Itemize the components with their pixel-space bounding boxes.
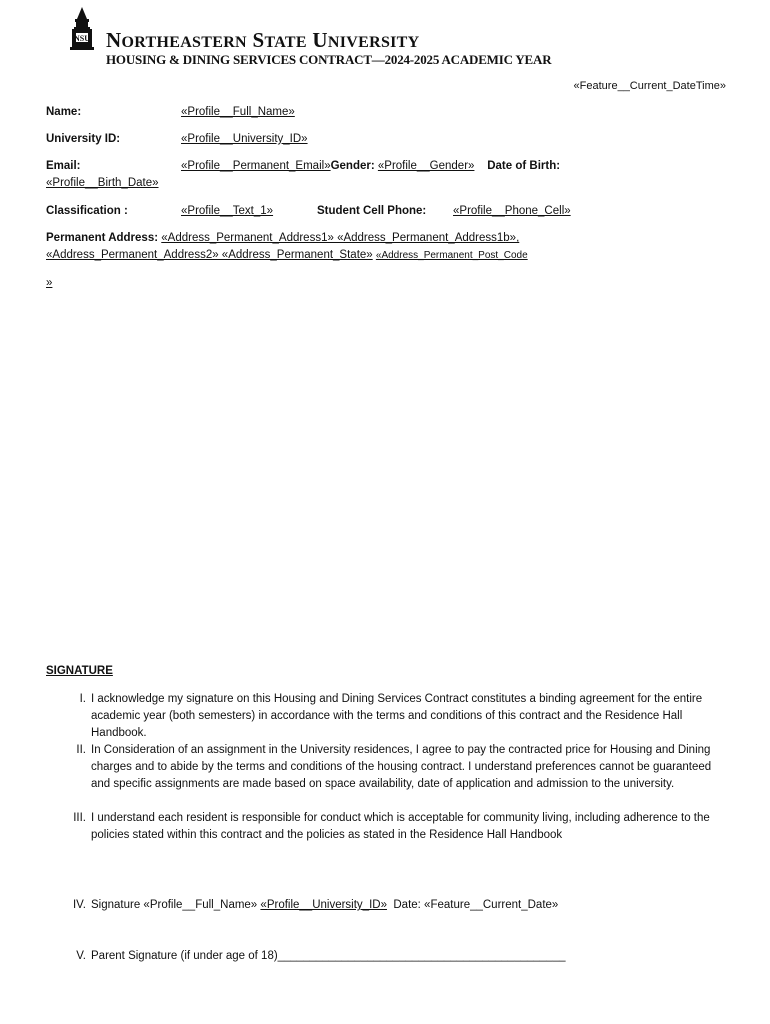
signature-university-id: «Profile__University_ID» <box>260 899 387 911</box>
address-line-2 <box>46 249 528 261</box>
contract-title: HOUSING & DINING SERVICES CONTRACT—2024-2025 ACADEMIC YEAR <box>106 52 552 67</box>
university-name: NORTHEASTERN STATE UNIVERSITY <box>106 28 420 52</box>
university-id-value: «Profile__University_ID» <box>181 133 308 145</box>
classification-value: «Profile__Text_1» <box>181 205 274 217</box>
current-datetime-field: «Feature__Current_DateTime» <box>573 80 726 92</box>
gender-label: Gender: <box>330 160 375 172</box>
phone-label: Student Cell Phone: <box>317 205 427 217</box>
phone-value: «Profile__Phone_Cell» <box>453 205 571 217</box>
university-logo <box>66 6 98 52</box>
signature-item-1: I. I acknowledge my signature on this Housing and Dining Services Contract constitutes a binding agreement for the entire academic year (both semesters) in accordance with the terms and conditions of this contract and the Residence Hall Handbook. <box>79 693 703 739</box>
email-label: Email: <box>46 160 81 172</box>
email-gender-dob-line <box>181 160 560 172</box>
svg-text:NSU: NSU <box>73 34 91 43</box>
parent-signature-line: Parent Signature (if under age of 18)_____________________________________________ <box>91 950 566 962</box>
address-close: » <box>46 277 53 289</box>
student-signature-line: Signature «Profile__Full_Name» <box>91 899 258 911</box>
university-id-label: University ID: <box>46 133 121 145</box>
address-label: Permanent Address: <box>46 232 159 244</box>
dob-value: «Profile__Birth_Date» <box>46 177 159 189</box>
name-label: Name: <box>46 106 82 118</box>
signature-item-4: IV. Signature «Profile__Full_Name» «Profile__University_ID» Date: «Feature__Current_Date» <box>72 899 559 911</box>
signature-item-3: III. I understand each resident is responsible for conduct which is acceptable for community living, including adherence to the policies stated within this contract and the policies as stated in the Residence Hall Handbook <box>73 812 710 841</box>
bell-tower-icon <box>66 6 98 52</box>
gender-value: «Profile__Gender» <box>377 160 475 172</box>
name-value: «Profile__Full_Name» <box>181 106 295 118</box>
address-line-1 <box>46 232 519 244</box>
signature-heading: SIGNATURE <box>46 665 113 677</box>
dob-label: Date of Birth: <box>487 160 561 172</box>
signature-item-2: II. In Consideration of an assignment in the University residences, I agree to pay the contracted price for Housing and Dining charges and to abide by the terms and conditions of the housing contract. I understand preferences cannot be guaranteed and specific assignments are made based on space availability, date of application and admission to the university. <box>76 744 712 790</box>
address-value-2: «Address_Permanent_Address2» «Address_Permanent_State» <box>46 249 373 261</box>
address-value-1: «Address_Permanent_Address1» «Address_Permanent_Address1b», <box>161 232 520 244</box>
classification-label: Classification : <box>46 205 128 217</box>
signature-item-5: V. Parent Signature (if under age of 18)_____________________________________________ <box>46 948 726 965</box>
email-value: «Profile__Permanent_Email» <box>181 160 331 172</box>
signature-date: Date: «Feature__Current_Date» <box>393 899 559 911</box>
address-postcode: «Address_Permanent_Post_Code <box>375 250 528 261</box>
